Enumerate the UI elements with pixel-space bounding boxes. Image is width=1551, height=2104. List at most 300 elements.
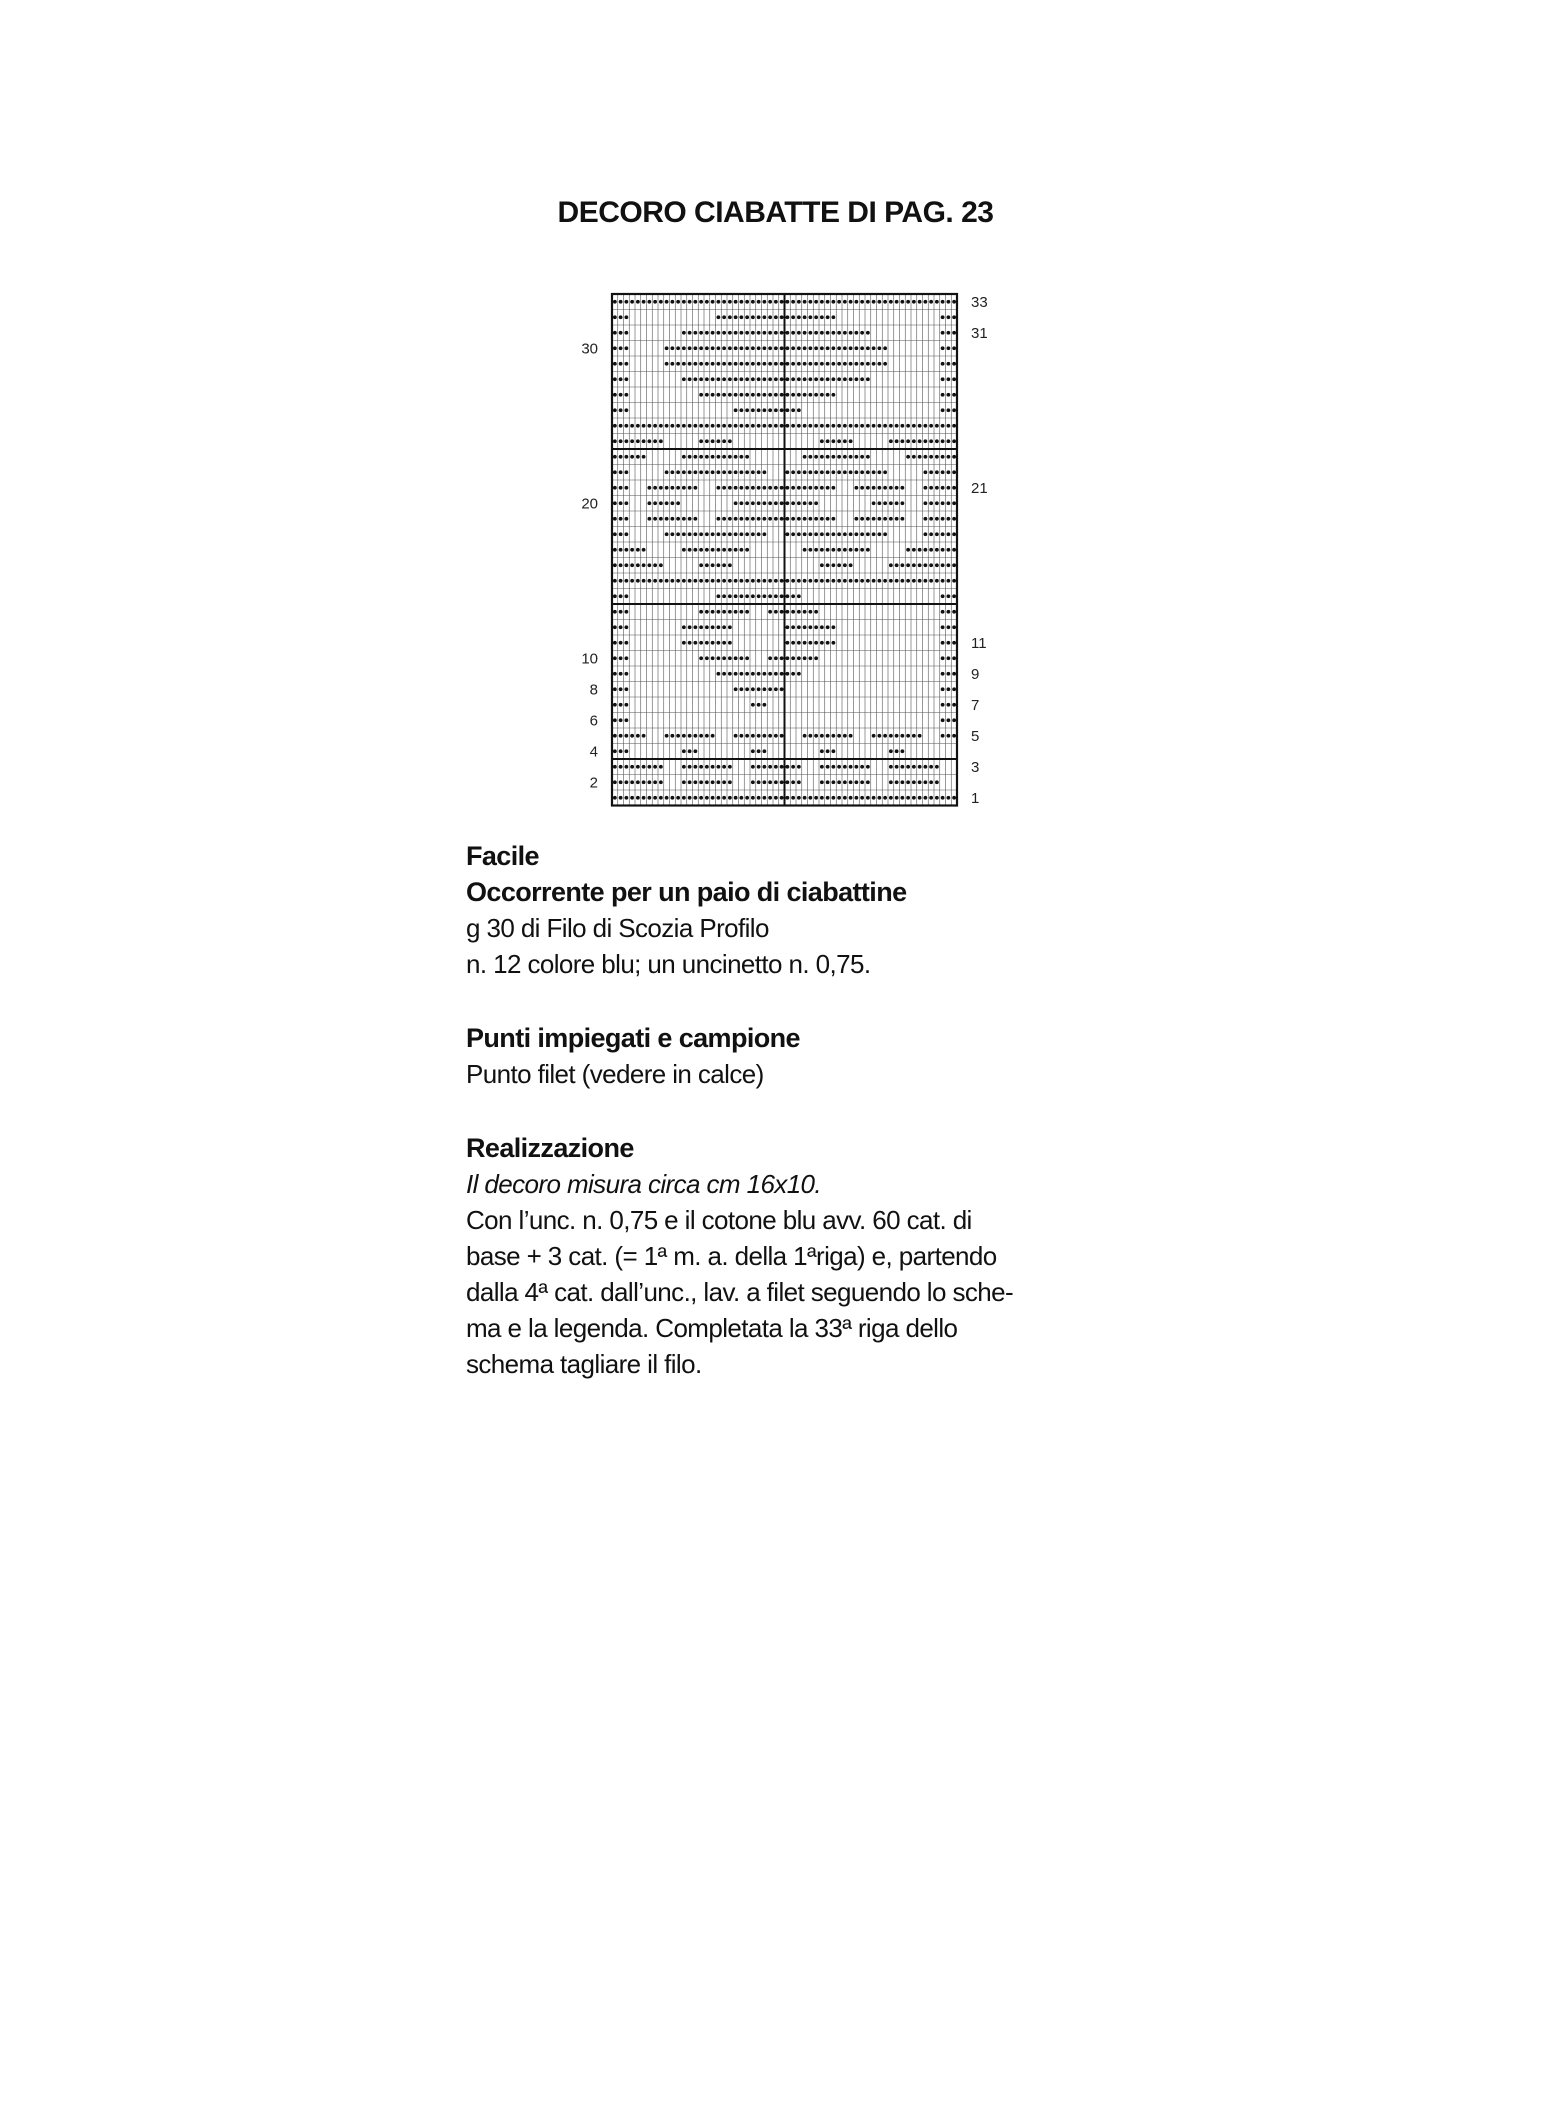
chart-filled-dot xyxy=(785,315,789,319)
chart-filled-dot xyxy=(918,563,922,567)
chart-filled-dot xyxy=(659,765,663,769)
chart-filled-dot xyxy=(923,765,927,769)
chart-filled-dot xyxy=(831,300,835,304)
chart-filled-dot xyxy=(642,455,646,459)
chart-filled-dot xyxy=(624,470,628,474)
chart-filled-dot xyxy=(860,362,864,366)
chart-filled-dot xyxy=(636,765,640,769)
chart-filled-dot xyxy=(803,656,807,660)
chart-filled-dot xyxy=(791,501,795,505)
chart-filled-dot xyxy=(711,455,715,459)
chart-filled-dot xyxy=(906,765,910,769)
chart-filled-dot xyxy=(642,439,646,443)
chart-filled-dot xyxy=(624,734,628,738)
chart-filled-dot xyxy=(785,501,789,505)
chart-filled-dot xyxy=(647,501,651,505)
chart-filled-dot xyxy=(780,734,784,738)
chart-filled-dot xyxy=(647,424,651,428)
chart-filled-dot xyxy=(941,532,945,536)
chart-filled-dot xyxy=(923,470,927,474)
chart-filled-dot xyxy=(734,424,738,428)
chart-filled-dot xyxy=(711,734,715,738)
chart-filled-dot xyxy=(929,517,933,521)
chart-filled-dot xyxy=(814,625,818,629)
chart-filled-dot xyxy=(785,532,789,536)
chart-filled-dot xyxy=(745,455,749,459)
chart-filled-dot xyxy=(728,765,732,769)
chart-filled-dot xyxy=(906,424,910,428)
chart-filled-dot xyxy=(739,455,743,459)
chart-filled-dot xyxy=(653,486,657,490)
chart-filled-dot xyxy=(826,765,830,769)
chart-filled-dot xyxy=(877,501,881,505)
chart-row-label-right: 1 xyxy=(971,789,980,807)
chart-filled-dot xyxy=(757,532,761,536)
chart-filled-dot xyxy=(952,331,956,335)
chart-filled-dot xyxy=(728,424,732,428)
making-line: schema tagliare il filo. xyxy=(466,1349,702,1379)
chart-filled-dot xyxy=(722,625,726,629)
chart-filled-dot xyxy=(808,625,812,629)
chart-filled-dot xyxy=(952,517,956,521)
chart-row-label-right: 9 xyxy=(971,665,980,683)
chart-filled-dot xyxy=(711,470,715,474)
chart-filled-dot xyxy=(935,486,939,490)
chart-filled-dot xyxy=(826,517,830,521)
chart-filled-dot xyxy=(941,517,945,521)
chart-filled-dot xyxy=(941,408,945,412)
chart-filled-dot xyxy=(820,579,824,583)
chart-filled-dot xyxy=(739,517,743,521)
chart-filled-dot xyxy=(728,532,732,536)
chart-filled-dot xyxy=(739,346,743,350)
chart-filled-dot xyxy=(699,362,703,366)
chart-filled-dot xyxy=(849,439,853,443)
chart-filled-dot xyxy=(820,331,824,335)
chart-row-label-right: 5 xyxy=(971,727,980,745)
chart-filled-dot xyxy=(751,687,755,691)
chart-filled-dot xyxy=(613,579,617,583)
chart-filled-dot xyxy=(670,734,674,738)
chart-filled-dot xyxy=(946,796,950,800)
chart-filled-dot xyxy=(803,548,807,552)
chart-filled-dot xyxy=(808,734,812,738)
chart-filled-dot xyxy=(854,455,858,459)
chart-filled-dot xyxy=(814,486,818,490)
chart-filled-dot xyxy=(762,408,766,412)
chart-filled-dot xyxy=(877,362,881,366)
chart-filled-dot xyxy=(803,300,807,304)
chart-filled-dot xyxy=(791,532,795,536)
chart-filled-dot xyxy=(630,563,634,567)
chart-filled-dot xyxy=(826,346,830,350)
chart-filled-dot xyxy=(705,641,709,645)
chart-filled-dot xyxy=(636,734,640,738)
chart-filled-dot xyxy=(860,486,864,490)
chart-filled-dot xyxy=(682,579,686,583)
chart-filled-dot xyxy=(699,796,703,800)
chart-filled-dot xyxy=(895,796,899,800)
chart-filled-dot xyxy=(860,796,864,800)
chart-filled-dot xyxy=(843,796,847,800)
chart-filled-dot xyxy=(768,656,772,660)
chart-filled-dot xyxy=(843,548,847,552)
chart-filled-dot xyxy=(854,300,858,304)
chart-filled-dot xyxy=(883,470,887,474)
chart-filled-dot xyxy=(619,377,623,381)
chart-filled-dot xyxy=(918,579,922,583)
chart-filled-dot xyxy=(659,796,663,800)
making-line: dalla 4ª cat. dall’unc., lav. a filet seguendo lo sche- xyxy=(466,1277,1014,1307)
chart-filled-dot xyxy=(860,765,864,769)
chart-filled-dot xyxy=(843,455,847,459)
chart-filled-dot xyxy=(699,563,703,567)
chart-filled-dot xyxy=(699,455,703,459)
chart-filled-dot xyxy=(613,455,617,459)
chart-filled-dot xyxy=(785,594,789,598)
chart-filled-dot xyxy=(849,765,853,769)
chart-filled-dot xyxy=(952,625,956,629)
chart-filled-dot xyxy=(952,501,956,505)
chart-filled-dot xyxy=(912,579,916,583)
chart-filled-dot xyxy=(854,765,858,769)
chart-filled-dot xyxy=(866,780,870,784)
chart-filled-dot xyxy=(745,300,749,304)
chart-filled-dot xyxy=(705,734,709,738)
chart-filled-dot xyxy=(768,486,772,490)
chart-filled-dot xyxy=(762,424,766,428)
chart-filled-dot xyxy=(768,501,772,505)
chart-filled-dot xyxy=(768,393,772,397)
chart-filled-dot xyxy=(849,346,853,350)
chart-filled-dot xyxy=(757,331,761,335)
chart-filled-dot xyxy=(693,532,697,536)
chart-filled-dot xyxy=(889,734,893,738)
chart-filled-dot xyxy=(872,424,876,428)
chart-filled-dot xyxy=(941,718,945,722)
chart-filled-dot xyxy=(751,749,755,753)
chart-filled-dot xyxy=(946,610,950,614)
chart-filled-dot xyxy=(757,594,761,598)
chart-filled-dot xyxy=(619,408,623,412)
chart-filled-dot xyxy=(946,486,950,490)
chart-filled-dot xyxy=(665,424,669,428)
chart-filled-dot xyxy=(768,517,772,521)
chart-filled-dot xyxy=(659,501,663,505)
chart-filled-dot xyxy=(941,315,945,319)
chart-filled-dot xyxy=(716,470,720,474)
chart-filled-dot xyxy=(630,455,634,459)
chart-filled-dot xyxy=(722,672,726,676)
chart-filled-dot xyxy=(619,563,623,567)
chart-filled-dot xyxy=(785,641,789,645)
chart-filled-dot xyxy=(739,610,743,614)
chart-filled-dot xyxy=(774,765,778,769)
stitches-heading: Punti impiegati e campione xyxy=(466,1023,800,1053)
chart-filled-dot xyxy=(808,548,812,552)
chart-filled-dot xyxy=(705,780,709,784)
chart-filled-dot xyxy=(751,346,755,350)
chart-filled-dot xyxy=(676,517,680,521)
chart-filled-dot xyxy=(820,300,824,304)
chart-filled-dot xyxy=(883,362,887,366)
chart-filled-dot xyxy=(849,424,853,428)
chart-filled-dot xyxy=(642,765,646,769)
chart-filled-dot xyxy=(682,486,686,490)
chart-filled-dot xyxy=(659,424,663,428)
chart-filled-dot xyxy=(837,455,841,459)
instructions xyxy=(466,838,1106,1382)
chart-filled-dot xyxy=(722,796,726,800)
chart-filled-dot xyxy=(682,470,686,474)
chart-filled-dot xyxy=(693,424,697,428)
chart-filled-dot xyxy=(808,455,812,459)
chart-filled-dot xyxy=(619,424,623,428)
chart-filled-dot xyxy=(762,780,766,784)
chart-filled-dot xyxy=(785,486,789,490)
chart-filled-dot xyxy=(918,455,922,459)
chart-filled-dot xyxy=(745,672,749,676)
chart-filled-dot xyxy=(676,734,680,738)
chart-filled-dot xyxy=(808,656,812,660)
chart-filled-dot xyxy=(665,501,669,505)
chart-filled-dot xyxy=(946,594,950,598)
chart-filled-dot xyxy=(774,362,778,366)
chart-filled-dot xyxy=(883,501,887,505)
chart-filled-dot xyxy=(619,656,623,660)
chart-filled-dot xyxy=(946,424,950,428)
chart-filled-dot xyxy=(826,563,830,567)
chart-filled-dot xyxy=(722,563,726,567)
chart-filled-dot xyxy=(705,765,709,769)
chart-filled-dot xyxy=(791,331,795,335)
chart-filled-dot xyxy=(711,424,715,428)
chart-filled-dot xyxy=(929,470,933,474)
chart-filled-dot xyxy=(872,734,876,738)
chart-filled-dot xyxy=(630,439,634,443)
chart-filled-dot xyxy=(895,734,899,738)
chart-filled-dot xyxy=(734,517,738,521)
chart-filled-dot xyxy=(711,765,715,769)
chart-filled-dot xyxy=(923,780,927,784)
chart-filled-dot xyxy=(619,470,623,474)
chart-filled-dot xyxy=(797,610,801,614)
chart-filled-dot xyxy=(774,610,778,614)
chart-filled-dot xyxy=(682,346,686,350)
chart-filled-dot xyxy=(728,594,732,598)
chart-filled-dot xyxy=(900,579,904,583)
chart-filled-dot xyxy=(762,517,766,521)
chart-filled-dot xyxy=(734,408,738,412)
chart-filled-dot xyxy=(883,517,887,521)
chart-filled-dot xyxy=(900,517,904,521)
chart-filled-dot xyxy=(688,765,692,769)
chart-filled-dot xyxy=(797,393,801,397)
chart-filled-dot xyxy=(745,346,749,350)
chart-filled-dot xyxy=(883,300,887,304)
chart-filled-dot xyxy=(854,486,858,490)
chart-filled-dot xyxy=(711,548,715,552)
chart-filled-dot xyxy=(647,796,651,800)
chart-filled-dot xyxy=(624,610,628,614)
chart-filled-dot xyxy=(946,377,950,381)
chart-filled-dot xyxy=(780,594,784,598)
chart-filled-dot xyxy=(889,749,893,753)
chart-filled-dot xyxy=(624,703,628,707)
chart-filled-dot xyxy=(935,424,939,428)
chart-filled-dot xyxy=(808,501,812,505)
chart-filled-dot xyxy=(918,548,922,552)
chart-filled-dot xyxy=(613,672,617,676)
chart-filled-dot xyxy=(923,455,927,459)
chart-filled-dot xyxy=(647,439,651,443)
chart-filled-dot xyxy=(722,610,726,614)
chart-filled-dot xyxy=(826,641,830,645)
chart-filled-dot xyxy=(613,656,617,660)
chart-filled-dot xyxy=(762,315,766,319)
chart-filled-dot xyxy=(682,455,686,459)
chart-filled-dot xyxy=(757,486,761,490)
chart-filled-dot xyxy=(877,470,881,474)
chart-filled-dot xyxy=(860,517,864,521)
chart-filled-dot xyxy=(722,486,726,490)
chart-filled-dot xyxy=(935,780,939,784)
chart-filled-dot xyxy=(739,424,743,428)
chart-filled-dot xyxy=(716,563,720,567)
chart-filled-dot xyxy=(693,346,697,350)
chart-filled-dot xyxy=(722,455,726,459)
chart-filled-dot xyxy=(613,548,617,552)
chart-filled-dot xyxy=(693,625,697,629)
chart-filled-dot xyxy=(837,424,841,428)
chart-filled-dot xyxy=(906,548,910,552)
chart-filled-dot xyxy=(722,765,726,769)
chart-filled-dot xyxy=(745,331,749,335)
chart-filled-dot xyxy=(705,532,709,536)
chart-filled-dot xyxy=(653,796,657,800)
chart-filled-dot xyxy=(900,796,904,800)
chart-filled-dot xyxy=(619,579,623,583)
chart-filled-dot xyxy=(613,501,617,505)
chart-filled-dot xyxy=(624,625,628,629)
chart-filled-dot xyxy=(751,594,755,598)
chart-filled-dot xyxy=(837,470,841,474)
chart-filled-dot xyxy=(745,548,749,552)
chart-filled-dot xyxy=(935,501,939,505)
chart-filled-dot xyxy=(613,377,617,381)
chart-filled-dot xyxy=(906,796,910,800)
chart-filled-dot xyxy=(883,734,887,738)
chart-filled-dot xyxy=(745,393,749,397)
chart-filled-dot xyxy=(768,424,772,428)
chart-filled-dot xyxy=(860,377,864,381)
chart-filled-dot xyxy=(728,656,732,660)
chart-filled-dot xyxy=(665,532,669,536)
chart-filled-dot xyxy=(774,687,778,691)
chart-filled-dot xyxy=(791,517,795,521)
chart-filled-dot xyxy=(688,796,692,800)
chart-filled-dot xyxy=(785,610,789,614)
chart-filled-dot xyxy=(791,408,795,412)
chart-filled-dot xyxy=(946,501,950,505)
chart-filled-dot xyxy=(785,765,789,769)
chart-filled-dot xyxy=(780,331,784,335)
chart-filled-dot xyxy=(613,362,617,366)
chart-filled-dot xyxy=(826,625,830,629)
chart-filled-dot xyxy=(613,703,617,707)
chart-filled-dot xyxy=(808,331,812,335)
chart-filled-dot xyxy=(849,300,853,304)
chart-filled-dot xyxy=(837,796,841,800)
chart-filled-dot xyxy=(849,579,853,583)
chart-filled-dot xyxy=(895,501,899,505)
chart-filled-dot xyxy=(768,315,772,319)
chart-filled-dot xyxy=(820,393,824,397)
chart-filled-dot xyxy=(791,594,795,598)
chart-filled-dot xyxy=(797,315,801,319)
chart-filled-dot xyxy=(630,579,634,583)
chart-filled-dot xyxy=(883,424,887,428)
chart-filled-dot xyxy=(716,641,720,645)
chart-filled-dot xyxy=(751,579,755,583)
chart-filled-dot xyxy=(722,362,726,366)
chart-filled-dot xyxy=(797,625,801,629)
chart-filled-dot xyxy=(837,734,841,738)
chart-filled-dot xyxy=(711,656,715,660)
chart-filled-dot xyxy=(803,501,807,505)
chart-filled-dot xyxy=(728,346,732,350)
chart-filled-dot xyxy=(826,532,830,536)
chart-filled-dot xyxy=(699,765,703,769)
chart-filled-dot xyxy=(682,517,686,521)
chart-filled-dot xyxy=(785,796,789,800)
chart-filled-dot xyxy=(705,439,709,443)
chart-filled-dot xyxy=(757,734,761,738)
chart-filled-dot xyxy=(780,393,784,397)
chart-filled-dot xyxy=(642,300,646,304)
chart-filled-dot xyxy=(739,486,743,490)
chart-filled-dot xyxy=(653,424,657,428)
chart-filled-dot xyxy=(630,424,634,428)
chart-filled-dot xyxy=(739,687,743,691)
chart-filled-dot xyxy=(826,780,830,784)
chart-filled-dot xyxy=(791,765,795,769)
chart-filled-dot xyxy=(670,486,674,490)
chart-filled-dot xyxy=(946,455,950,459)
chart-filled-dot xyxy=(929,439,933,443)
chart-filled-dot xyxy=(831,470,835,474)
chart-filled-dot xyxy=(716,455,720,459)
chart-filled-dot xyxy=(854,780,858,784)
chart-filled-dot xyxy=(739,579,743,583)
chart-filled-dot xyxy=(814,346,818,350)
making-line: base + 3 cat. (= 1ª m. a. della 1ªriga) e, partendo xyxy=(466,1241,997,1271)
chart-filled-dot xyxy=(791,315,795,319)
chart-filled-dot xyxy=(705,548,709,552)
chart-filled-dot xyxy=(820,548,824,552)
chart-filled-dot xyxy=(659,517,663,521)
chart-filled-dot xyxy=(619,393,623,397)
chart-filled-dot xyxy=(791,796,795,800)
chart-filled-dot xyxy=(826,315,830,319)
chart-filled-dot xyxy=(797,331,801,335)
chart-filled-dot xyxy=(699,346,703,350)
chart-filled-dot xyxy=(751,377,755,381)
chart-filled-dot xyxy=(722,470,726,474)
chart-filled-dot xyxy=(820,377,824,381)
chart-filled-dot xyxy=(613,393,617,397)
chart-filled-dot xyxy=(693,734,697,738)
